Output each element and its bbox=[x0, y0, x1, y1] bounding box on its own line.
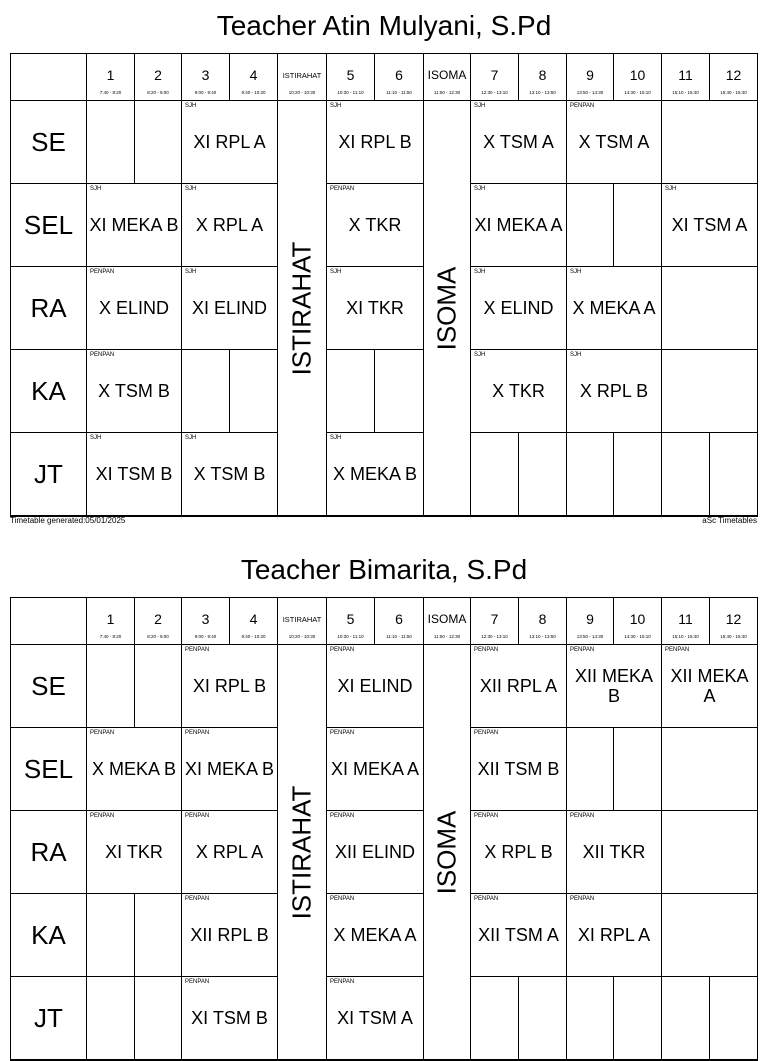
lesson-subject: SJH bbox=[330, 103, 342, 109]
period-label: 7 bbox=[490, 611, 499, 627]
period-time: 12:30 - 13:10 bbox=[481, 90, 508, 95]
timetable-1-title: Teacher Atin Mulyani, S.Pd bbox=[216, 10, 552, 41]
lesson-subject: SJH bbox=[185, 103, 197, 109]
lesson-subject: SJH bbox=[185, 435, 197, 441]
lesson-class: XI MEKA B bbox=[89, 215, 179, 235]
period-time: 11:10 - 11:50 bbox=[386, 90, 412, 95]
period-time: 7:40 - 8:20 bbox=[99, 90, 122, 95]
day-label-sel: SEL bbox=[11, 184, 87, 267]
period-label: 9 bbox=[586, 611, 594, 627]
lesson-cell bbox=[87, 184, 182, 267]
lesson-cell bbox=[567, 894, 662, 977]
period-time: 15:10 - 15:40 bbox=[672, 90, 699, 95]
header-period-3 bbox=[182, 598, 230, 645]
period-time: 13:10 - 13:50 bbox=[529, 90, 556, 95]
lesson-cell bbox=[471, 894, 567, 977]
lesson-class: X MEKA A bbox=[333, 925, 417, 945]
lesson-subject: SJH bbox=[185, 186, 197, 192]
header-period-9 bbox=[567, 598, 614, 645]
lesson-class: X MEKA B bbox=[91, 759, 177, 779]
lesson-class: XII MEKA A bbox=[670, 666, 749, 706]
empty-lesson-cell bbox=[614, 184, 662, 267]
period-time: 7:40 - 8:20 bbox=[99, 634, 122, 639]
lesson-cell bbox=[182, 977, 278, 1060]
lesson-subject: PENPAN bbox=[330, 979, 355, 985]
lesson-class: XI TKR bbox=[105, 842, 163, 862]
lesson-class: XII TSM B bbox=[477, 759, 560, 779]
empty-lesson-cell bbox=[87, 645, 135, 728]
lesson-class: XI MEKA A bbox=[330, 759, 420, 779]
lesson-class: XI MEKA B bbox=[184, 759, 275, 779]
lesson-cell bbox=[182, 267, 278, 350]
period-label: 11 bbox=[678, 67, 693, 83]
period-time: 14:30 - 15:10 bbox=[624, 634, 651, 639]
period-time: 11:50 - 12:30 bbox=[433, 634, 461, 639]
empty-lesson-cell bbox=[710, 433, 758, 516]
lesson-class: XI RPL B bbox=[192, 676, 267, 696]
period-time: 9:00 - 9:40 bbox=[194, 634, 217, 639]
lesson-class: XI ELIND bbox=[337, 676, 413, 696]
istirahat-label: ISTIRAHAT bbox=[286, 785, 317, 919]
header-period-10 bbox=[614, 598, 662, 645]
lesson-subject: PENPAN bbox=[330, 186, 355, 192]
empty-lesson-cell bbox=[614, 433, 662, 516]
empty-lesson-cell bbox=[135, 894, 182, 977]
lesson-cell bbox=[182, 811, 278, 894]
istirahat-break-column bbox=[278, 645, 327, 1060]
day-label-se: SE bbox=[11, 101, 87, 184]
timetable-generated-footer: Timetable generated:05/01/2025 bbox=[10, 516, 126, 525]
lesson-subject: PENPAN bbox=[665, 647, 690, 653]
period-label: 3 bbox=[201, 67, 210, 83]
period-time: 9:00 - 9:40 bbox=[194, 90, 217, 95]
period-time: 15:10 - 15:40 bbox=[672, 634, 699, 639]
lesson-cell bbox=[182, 645, 278, 728]
period-time: 10:30 - 11:10 bbox=[337, 634, 364, 639]
lesson-cell bbox=[471, 811, 567, 894]
lesson-subject: PENPAN bbox=[570, 813, 595, 819]
lesson-subject: SJH bbox=[185, 269, 197, 275]
period-time: 11:10 - 11:50 bbox=[386, 634, 412, 639]
lesson-cell bbox=[471, 267, 567, 350]
header-period-8 bbox=[519, 598, 567, 645]
lesson-cell bbox=[327, 184, 424, 267]
lesson-cell bbox=[87, 267, 182, 350]
empty-lesson-cell bbox=[471, 977, 519, 1060]
lesson-subject: PENPAN bbox=[474, 730, 499, 736]
period-label: 8 bbox=[538, 67, 547, 83]
header-period-5 bbox=[327, 598, 375, 645]
isoma-label: ISOMA bbox=[431, 810, 462, 894]
header-period-10 bbox=[614, 54, 662, 101]
lesson-cell bbox=[471, 101, 567, 184]
period-time: 13:50 - 14:30 bbox=[576, 90, 604, 95]
header-period-4 bbox=[230, 54, 278, 101]
lesson-class: XII MEKA B bbox=[574, 666, 654, 706]
header-period-11 bbox=[662, 54, 710, 101]
lesson-cell bbox=[471, 728, 567, 811]
lesson-class: X RPL B bbox=[579, 381, 649, 401]
lesson-subject: SJH bbox=[570, 269, 582, 275]
lesson-class: XI TSM A bbox=[671, 215, 748, 235]
empty-lesson-cell bbox=[471, 433, 519, 516]
empty-lesson-cell bbox=[614, 728, 662, 811]
lesson-subject: PENPAN bbox=[185, 979, 210, 985]
timetable-1-grid bbox=[10, 53, 758, 517]
lesson-cell bbox=[182, 433, 278, 516]
lesson-subject: PENPAN bbox=[90, 269, 115, 275]
header-period-6 bbox=[375, 598, 424, 645]
header-period-12 bbox=[710, 54, 758, 101]
lesson-cell bbox=[327, 645, 424, 728]
empty-lesson-cell bbox=[567, 433, 614, 516]
day-label-ka: KA bbox=[11, 894, 87, 977]
day-label-se: SE bbox=[11, 645, 87, 728]
lesson-class: X TKR bbox=[348, 215, 402, 235]
day-label-ka: KA bbox=[11, 350, 87, 433]
header-period-2 bbox=[135, 598, 182, 645]
lesson-subject: PENPAN bbox=[570, 647, 595, 653]
lesson-subject: SJH bbox=[570, 352, 582, 358]
period-label: 12 bbox=[725, 67, 742, 83]
empty-lesson-cell bbox=[567, 728, 614, 811]
lesson-class: XII RPL B bbox=[190, 925, 269, 945]
lesson-cell bbox=[567, 267, 662, 350]
lesson-class: XII TSM A bbox=[478, 925, 559, 945]
period-time: 12:30 - 13:10 bbox=[481, 634, 508, 639]
lesson-class: X ELIND bbox=[483, 298, 554, 318]
empty-lesson-cell bbox=[135, 645, 182, 728]
timetable-2-title: Teacher Bimarita, S.Pd bbox=[240, 554, 528, 585]
empty-lesson-cell bbox=[662, 977, 710, 1060]
lesson-cell bbox=[662, 184, 758, 267]
empty-lesson-cell bbox=[182, 350, 230, 433]
lesson-class: XII ELIND bbox=[334, 842, 416, 862]
lesson-cell bbox=[182, 894, 278, 977]
lesson-cell bbox=[327, 433, 424, 516]
period-label: 9 bbox=[586, 67, 594, 83]
lesson-cell bbox=[327, 894, 424, 977]
lesson-cell bbox=[327, 267, 424, 350]
empty-lesson-cell bbox=[662, 433, 710, 516]
day-label-ra: RA bbox=[11, 811, 87, 894]
period-time: 10:30 - 11:10 bbox=[337, 90, 364, 95]
lesson-cell bbox=[567, 811, 662, 894]
empty-lesson-cell bbox=[519, 433, 567, 516]
day-label-jt: JT bbox=[11, 977, 87, 1060]
lesson-class: X TSM A bbox=[483, 132, 554, 152]
period-time: 9:40 - 10:20 bbox=[241, 634, 266, 639]
period-time: 13:10 - 13:50 bbox=[529, 634, 556, 639]
lesson-subject: SJH bbox=[474, 269, 486, 275]
period-label: 4 bbox=[249, 611, 258, 627]
period-label: 1 bbox=[106, 67, 115, 83]
lesson-class: X ELIND bbox=[98, 298, 170, 318]
empty-lesson-cell bbox=[519, 977, 567, 1060]
isoma-break-column bbox=[424, 101, 471, 516]
period-time: 8:20 - 9:00 bbox=[147, 90, 169, 95]
lesson-class: XI TSM B bbox=[191, 1008, 268, 1028]
lesson-cell bbox=[567, 350, 662, 433]
corner-cell bbox=[11, 598, 87, 645]
empty-lesson-cell bbox=[135, 101, 182, 184]
lesson-subject: PENPAN bbox=[330, 896, 355, 902]
day-label-sel: SEL bbox=[11, 728, 87, 811]
empty-lesson-cell bbox=[662, 101, 758, 184]
period-label: 5 bbox=[346, 67, 355, 83]
lesson-subject: SJH bbox=[90, 435, 102, 441]
lesson-class: X MEKA B bbox=[332, 464, 418, 484]
empty-lesson-cell bbox=[87, 894, 135, 977]
empty-lesson-cell bbox=[375, 350, 424, 433]
lesson-class: X MEKA A bbox=[572, 298, 656, 318]
period-time: 8:20 - 9:00 bbox=[147, 634, 169, 639]
header-period-1 bbox=[87, 598, 135, 645]
period-label: ISTIRAHAT bbox=[282, 71, 322, 80]
lesson-cell bbox=[471, 350, 567, 433]
lesson-class: XI RPL A bbox=[577, 925, 651, 945]
lesson-subject: PENPAN bbox=[185, 813, 210, 819]
isoma-break-column bbox=[424, 645, 471, 1060]
empty-lesson-cell bbox=[327, 350, 375, 433]
lesson-class: XI TSM B bbox=[95, 464, 173, 484]
period-time: 14:30 - 15:10 bbox=[624, 90, 651, 95]
header-period-3 bbox=[182, 54, 230, 101]
header-break-istirahat bbox=[278, 598, 327, 645]
lesson-cell bbox=[87, 811, 182, 894]
lesson-subject: PENPAN bbox=[474, 647, 499, 653]
istirahat-break-column bbox=[278, 101, 327, 516]
header-period-12 bbox=[710, 598, 758, 645]
lesson-cell bbox=[87, 350, 182, 433]
lesson-cell bbox=[567, 645, 662, 728]
lesson-subject: SJH bbox=[330, 269, 342, 275]
lesson-subject: SJH bbox=[90, 186, 102, 192]
lesson-class: XI MEKA A bbox=[474, 215, 563, 235]
empty-lesson-cell bbox=[662, 350, 758, 433]
period-label: 4 bbox=[249, 67, 258, 83]
lesson-subject: SJH bbox=[474, 352, 486, 358]
period-label: 8 bbox=[538, 611, 547, 627]
lesson-class: X RPL A bbox=[195, 842, 264, 862]
header-period-2 bbox=[135, 54, 182, 101]
lesson-subject: SJH bbox=[474, 186, 486, 192]
empty-lesson-cell bbox=[230, 350, 278, 433]
lesson-class: XI TKR bbox=[346, 298, 404, 318]
lesson-cell bbox=[567, 101, 662, 184]
lesson-subject: PENPAN bbox=[90, 813, 115, 819]
empty-lesson-cell bbox=[567, 184, 614, 267]
lesson-cell bbox=[471, 645, 567, 728]
period-label: 2 bbox=[154, 67, 162, 83]
lesson-class: XI TSM A bbox=[337, 1008, 413, 1028]
lesson-cell bbox=[87, 728, 182, 811]
lesson-subject: PENPAN bbox=[570, 896, 595, 902]
period-time: 10:20 - 10:30 bbox=[288, 634, 316, 639]
period-label: 10 bbox=[629, 611, 646, 627]
period-label: 11 bbox=[678, 611, 693, 627]
lesson-cell bbox=[327, 977, 424, 1060]
lesson-subject: PENPAN bbox=[330, 647, 355, 653]
lesson-class: X RPL B bbox=[484, 842, 553, 862]
lesson-class: X RPL A bbox=[195, 215, 264, 235]
day-label-ra: RA bbox=[11, 267, 87, 350]
empty-lesson-cell bbox=[662, 894, 758, 977]
header-period-7 bbox=[471, 598, 519, 645]
empty-lesson-cell bbox=[87, 977, 135, 1060]
istirahat-label: ISTIRAHAT bbox=[286, 241, 317, 375]
lesson-subject: PENPAN bbox=[474, 813, 499, 819]
header-period-5 bbox=[327, 54, 375, 101]
timetable-2-grid bbox=[10, 597, 758, 1061]
lesson-class: XI RPL A bbox=[193, 132, 266, 152]
period-time: 10:20 - 10:30 bbox=[288, 90, 316, 95]
lesson-subject: PENPAN bbox=[474, 896, 499, 902]
lesson-cell bbox=[662, 645, 758, 728]
lesson-subject: SJH bbox=[474, 103, 486, 109]
period-label: 2 bbox=[154, 611, 162, 627]
period-time: 11:50 - 12:30 bbox=[433, 90, 461, 95]
lesson-subject: PENPAN bbox=[185, 647, 210, 653]
header-period-8 bbox=[519, 54, 567, 101]
period-label: 6 bbox=[395, 67, 403, 83]
header-period-11 bbox=[662, 598, 710, 645]
lesson-subject: PENPAN bbox=[185, 730, 210, 736]
day-label-jt: JT bbox=[11, 433, 87, 516]
header-break-isoma bbox=[424, 54, 471, 101]
lesson-subject: PENPAN bbox=[185, 896, 210, 902]
period-label: ISTIRAHAT bbox=[282, 615, 322, 624]
lesson-class: X TSM B bbox=[98, 381, 170, 401]
lesson-subject: PENPAN bbox=[570, 103, 595, 109]
header-break-isoma bbox=[424, 598, 471, 645]
empty-lesson-cell bbox=[614, 977, 662, 1060]
empty-lesson-cell bbox=[662, 267, 758, 350]
isoma-label: ISOMA bbox=[431, 266, 462, 350]
period-label: 7 bbox=[490, 67, 499, 83]
lesson-cell bbox=[471, 184, 567, 267]
lesson-class: XII TKR bbox=[582, 842, 646, 862]
lesson-class: X TSM A bbox=[578, 132, 650, 152]
period-time: 15:40 - 15:40 bbox=[720, 634, 747, 639]
period-label: 3 bbox=[201, 611, 210, 627]
lesson-subject: PENPAN bbox=[330, 730, 355, 736]
period-time: 13:50 - 14:30 bbox=[576, 634, 604, 639]
header-period-7 bbox=[471, 54, 519, 101]
period-label: 6 bbox=[395, 611, 403, 627]
lesson-cell bbox=[327, 728, 424, 811]
corner-cell bbox=[11, 54, 87, 101]
empty-lesson-cell bbox=[662, 811, 758, 894]
lesson-cell bbox=[327, 811, 424, 894]
empty-lesson-cell bbox=[135, 977, 182, 1060]
header-period-9 bbox=[567, 54, 614, 101]
lesson-subject: SJH bbox=[330, 435, 342, 441]
lesson-class: X TSM B bbox=[193, 464, 266, 484]
period-label: ISOMA bbox=[427, 68, 467, 82]
header-period-4 bbox=[230, 598, 278, 645]
header-break-istirahat bbox=[278, 54, 327, 101]
period-label: ISOMA bbox=[427, 612, 467, 626]
period-label: 12 bbox=[725, 611, 742, 627]
lesson-cell bbox=[182, 101, 278, 184]
period-label: 1 bbox=[106, 611, 115, 627]
lesson-class: X TKR bbox=[492, 381, 545, 401]
lesson-subject: PENPAN bbox=[330, 813, 355, 819]
lesson-subject: PENPAN bbox=[90, 352, 115, 358]
lesson-class: XII RPL A bbox=[479, 676, 558, 696]
lesson-class: XI RPL B bbox=[338, 132, 412, 152]
lesson-cell bbox=[182, 728, 278, 811]
empty-lesson-cell bbox=[710, 977, 758, 1060]
lesson-subject: SJH bbox=[665, 186, 677, 192]
lesson-class: XI ELIND bbox=[191, 298, 268, 318]
lesson-cell bbox=[182, 184, 278, 267]
period-time: 15:40 - 15:40 bbox=[720, 90, 747, 95]
asc-timetables-footer: aSc Timetables bbox=[702, 516, 757, 525]
empty-lesson-cell bbox=[87, 101, 135, 184]
period-label: 5 bbox=[346, 611, 355, 627]
empty-lesson-cell bbox=[567, 977, 614, 1060]
period-time: 9:40 - 10:20 bbox=[241, 90, 266, 95]
header-period-1 bbox=[87, 54, 135, 101]
header-period-6 bbox=[375, 54, 424, 101]
lesson-subject: PENPAN bbox=[90, 730, 115, 736]
empty-lesson-cell bbox=[662, 728, 758, 811]
period-label: 10 bbox=[629, 67, 646, 83]
lesson-cell bbox=[327, 101, 424, 184]
lesson-cell bbox=[87, 433, 182, 516]
